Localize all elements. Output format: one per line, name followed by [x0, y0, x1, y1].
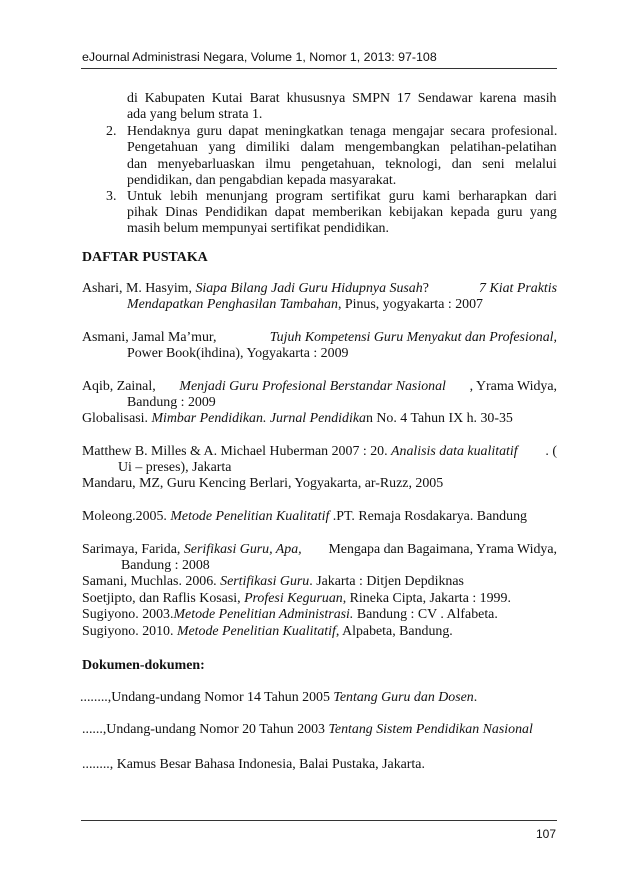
reference-entry-continuation: Mendapatkan Penghasilan Tambahan, Pinus, yogyakarta : 2007: [127, 297, 484, 312]
reference-entry-continuation: Power Book(ihdina), Yogyakarta : 2009: [127, 346, 349, 361]
list-number: 2.: [106, 124, 117, 139]
documents-heading: Dokumen-dokumen:: [82, 658, 205, 673]
reference-entry: Sugiyono. 2010. Metode Penelitian Kualitatif, Alpabeta, Bandung.: [82, 624, 453, 639]
document-entry: ........,Undang-undang Nomor 14 Tahun 2005 Tentang Guru dan Dosen.: [80, 690, 478, 705]
list-item-line: Hendaknya guru dapat meningkatkan tenaga mengajar secara profesional.: [127, 124, 558, 139]
reference-entry-continuation: Ui – preses), Jakarta: [118, 460, 232, 475]
list-continuation-line: di Kabupaten Kutai Barat khususnya SMPN 17 Sendawar karena masih: [127, 91, 557, 106]
list-continuation-line: ada yang belum strata 1.: [127, 107, 263, 122]
list-number: 3.: [106, 189, 117, 204]
reference-entry: Sarimaya, Farida, Serifikasi Guru, Apa, Mengapa dan Bagaimana, Yrama Widya,: [82, 542, 557, 557]
reference-entry: Moleong.2005. Metode Penelitian Kualitatif .PT. Remaja Rosdakarya. Bandung: [82, 509, 527, 524]
reference-entry: Sugiyono. 2003.Metode Penelitian Administrasi. Bandung : CV . Alfabeta.: [82, 607, 498, 622]
reference-entry: Globalisasi. Mimbar Pendidikan. Jurnal Pendidikan No. 4 Tahun IX h. 30-35: [82, 411, 513, 426]
footer-rule: [81, 820, 557, 821]
document-entry: ........, Kamus Besar Bahasa Indonesia, Balai Pustaka, Jakarta.: [82, 757, 425, 772]
reference-entry: Matthew B. Milles & A. Michael Huberman 2007 : 20. Analisis data kualitatif . (: [82, 444, 557, 459]
list-item-line: pendidikan, dan pengabdian kepada masyarakat.: [127, 173, 397, 188]
reference-entry-continuation: Bandung : 2008: [121, 558, 210, 573]
list-item-line: Pengetahuan yang dimiliki dalam mengembangkan pelatihan-pelatihan: [127, 140, 557, 155]
reference-entry: Asmani, Jamal Ma’mur, Tujuh Kompetensi Guru Menyakut dan Profesional,: [82, 330, 557, 345]
list-item-line: pihak Dinas Pendidikan dapat memberikan kebijakan kepada guru yang: [127, 205, 557, 220]
running-header: eJournal Administrasi Negara, Volume 1, Nomor 1, 2013: 97-108: [82, 50, 437, 64]
reference-entry: Samani, Muchlas. 2006. Sertifikasi Guru. Jakarta : Ditjen Depdiknas: [82, 574, 464, 589]
list-item-line: Untuk lebih menunjang program sertifikat guru kami berharapkan dari: [127, 189, 557, 204]
reference-entry-continuation: Bandung : 2009: [127, 395, 216, 410]
document-entry: ......,Undang-undang Nomor 20 Tahun 2003 Tentang Sistem Pendidikan Nasional: [82, 722, 533, 737]
header-rule: [81, 68, 557, 69]
reference-entry: Aqib, Zainal, Menjadi Guru Profesional Berstandar Nasional , Yrama Widya,: [82, 379, 557, 394]
list-item-line: dan menyebarluaskan ilmu pengetahuan, teknologi, dan seni melalui: [127, 157, 557, 172]
reference-entry: Mandaru, MZ, Guru Kencing Berlari, Yogyakarta, ar-Ruzz, 2005: [82, 476, 444, 491]
reference-entry: Ashari, M. Hasyim, Siapa Bilang Jadi Guru Hidupnya Susah? 7 Kiat Praktis: [82, 281, 557, 296]
references-heading: DAFTAR PUSTAKA: [82, 250, 208, 265]
list-item-line: masih belum mempunyai sertifikat pendidikan.: [127, 221, 389, 236]
reference-entry: Soetjipto, dan Raflis Kosasi, Profesi Keguruan, Rineka Cipta, Jakarta : 1999.: [82, 591, 511, 606]
page-number: 107: [536, 827, 557, 841]
